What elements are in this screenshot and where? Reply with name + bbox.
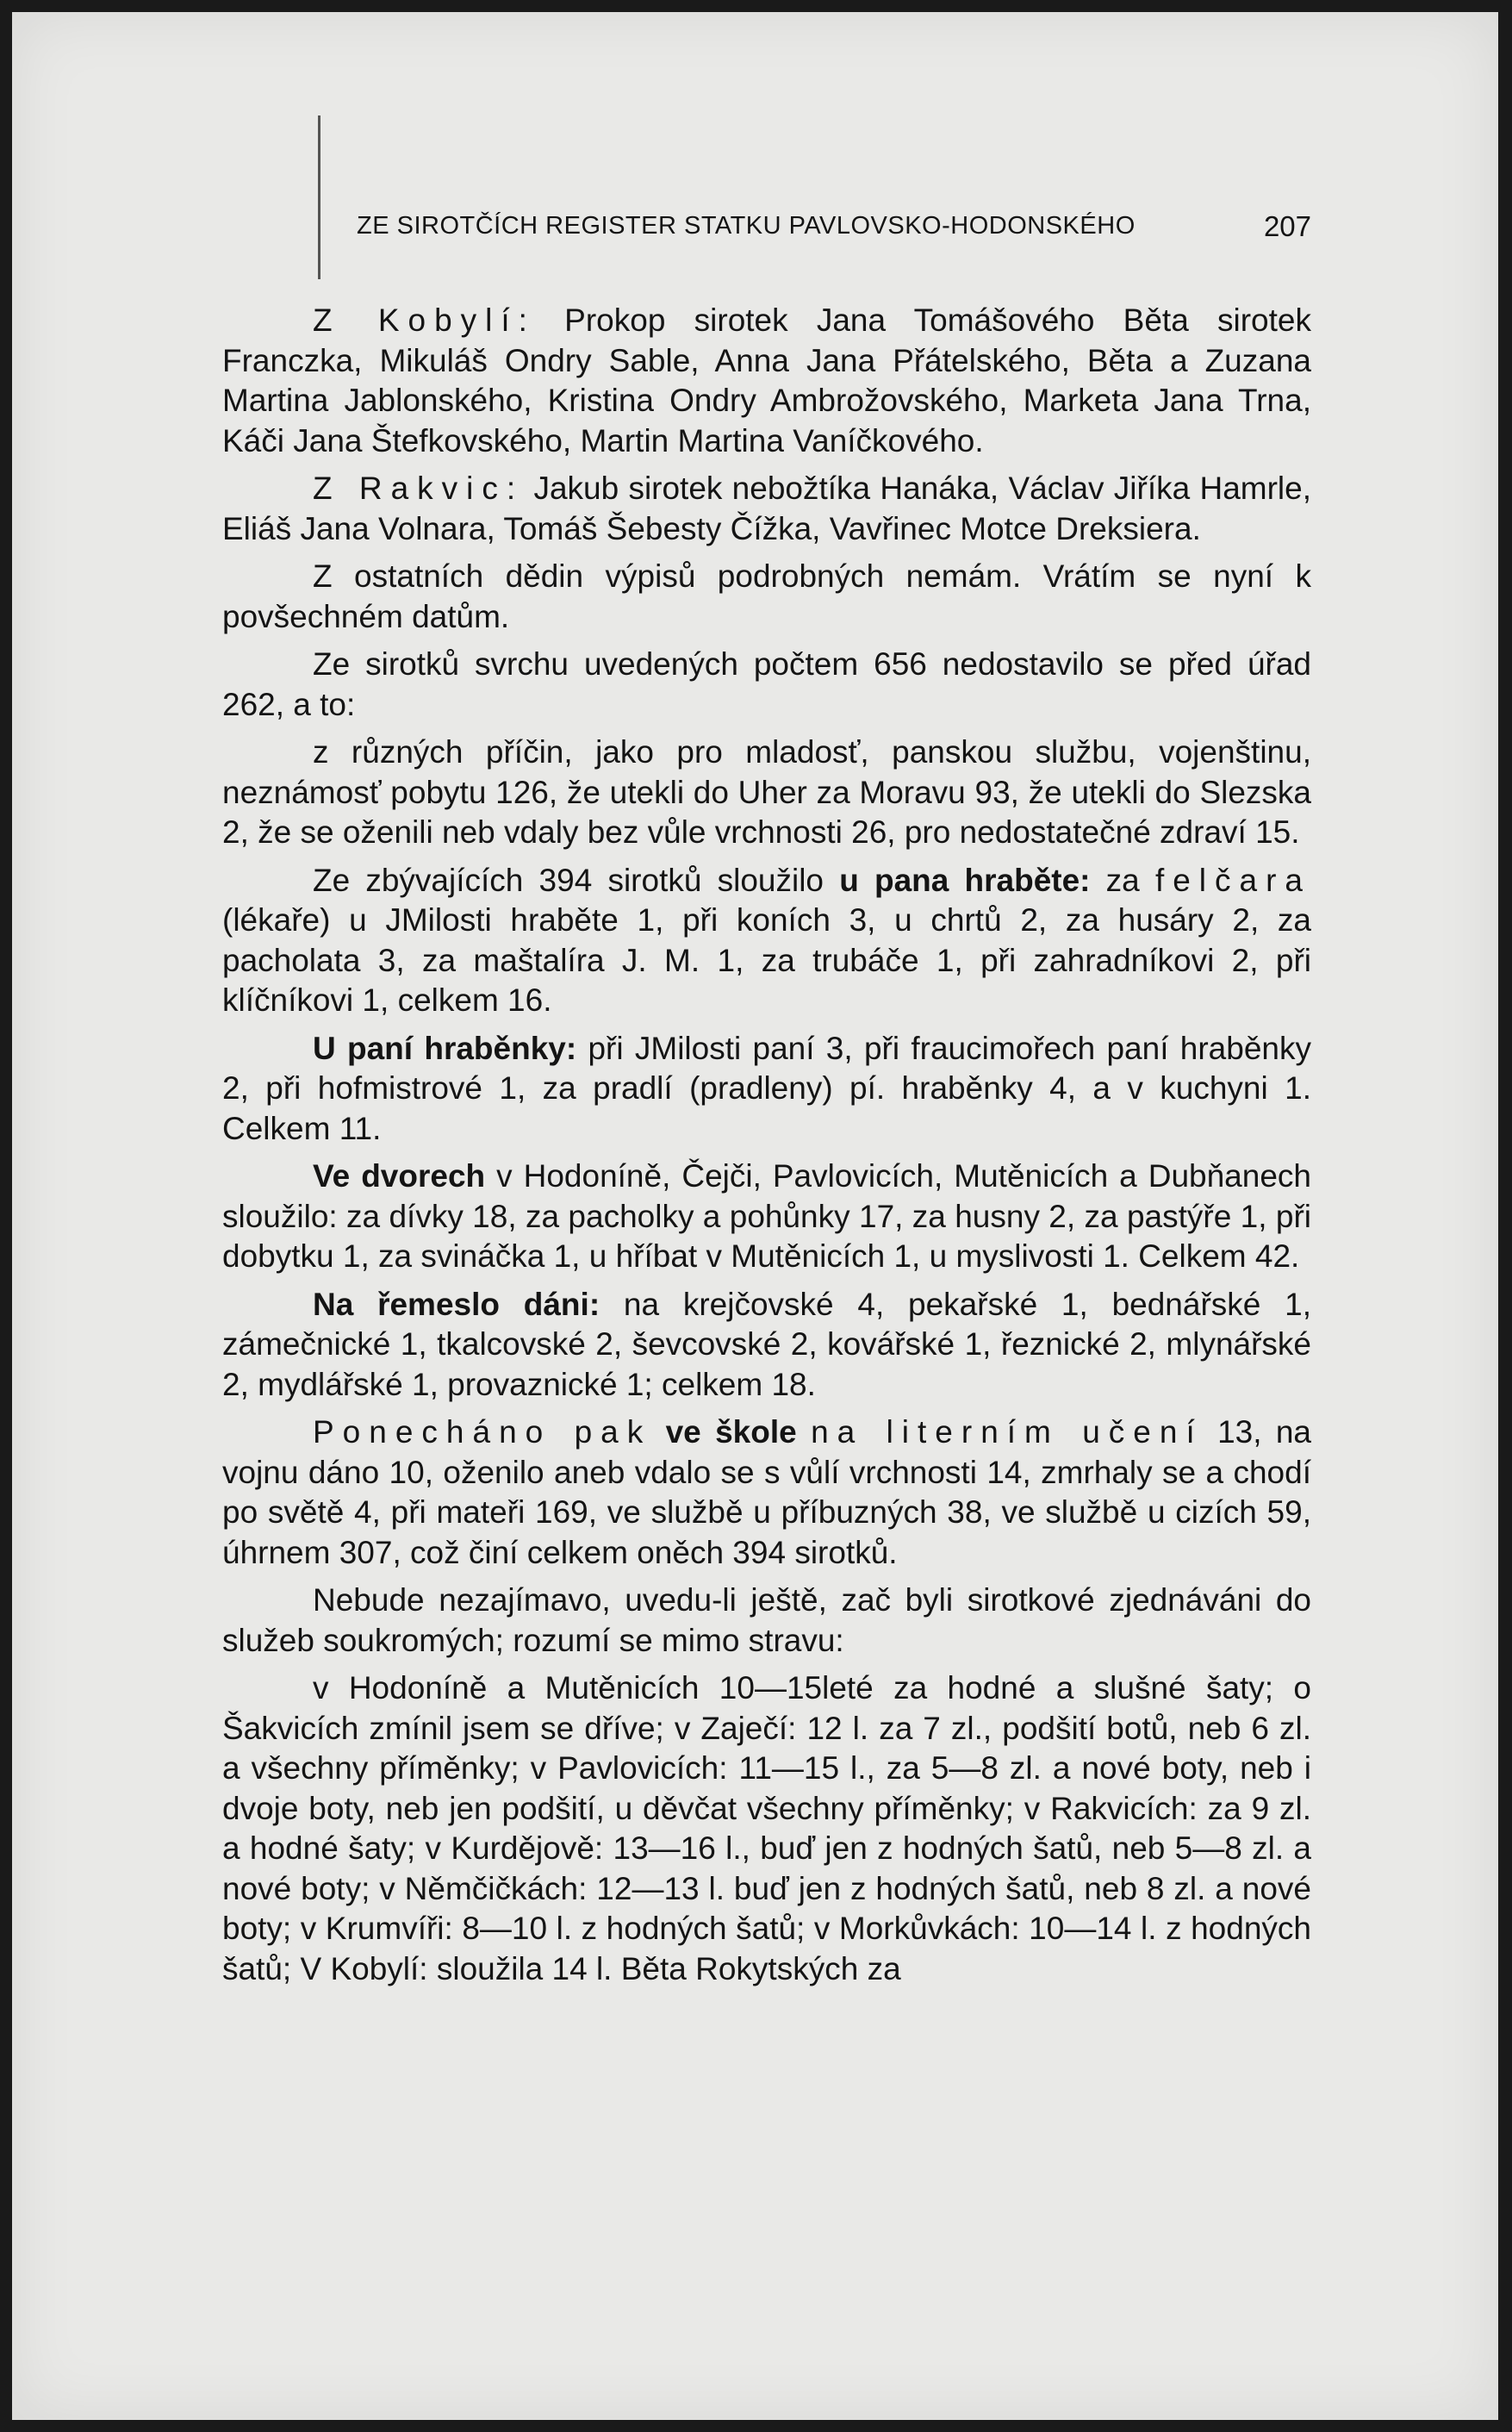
margin-mark xyxy=(318,115,320,279)
paragraph-text: v Hodoníně, Čejči, Pavlovicích, Mutěnicích a Dubňanech sloužilo: za dívky 18, za pacholky a pohůnky 17, za husny 2, za pastýře 1, při dobytku 1, za svináčka 1, u hříbat v Mutěnicích 1, u myslivosti 1. Celkem 42. xyxy=(222,1158,1311,1274)
paragraph-text: při JMilosti paní 3, při fraucimořech paní hraběnky 2, při hofmistrové 1, za pradlí (pradleny) pí. hraběnky 4, a v kuchyni 1. Celkem 11. xyxy=(222,1030,1311,1146)
bold-heading-crafts: Na řemeslo dáni: xyxy=(313,1286,600,1322)
spaced-term-left: Ponecháno pak xyxy=(313,1414,652,1450)
paragraph-wages: v Hodoníně a Mutěnicích 10—15leté za hodné a slušné šaty; o Šakvicích zmínil jsem se dříve; v Zaječí: 12 l. za 7 zl., podšití botů, neb 6 zl. a všechny příměnky; v Pavlovicích: 11—15 l., za 5—8 zl. a nové boty, neb i dvoje boty, neb jen podšití, u děvčat všechny příměnky; v Rakvicích: za 9 zl. a hodné šaty; v Kurdějově: 13—16 l., buď jen z hodných šatů, neb 5—8 zl. a nové boty; v Němčičkách: 12—13 l. buď jen z hodných šatů, neb 8 zl. a nové boty; v Krumvíři: 8—10 l. z hodných šatů; v Morkůvkách: 10—14 l. z hodných šatů; V Kobylí: sloužila 14 l. Běta Rokytských za xyxy=(222,1670,1311,1986)
bold-heading-count: u pana hraběte: xyxy=(839,862,1091,898)
running-header xyxy=(357,212,1311,246)
running-header-title: ZE SIROTČÍCH REGISTER STATKU PAVLOVSKO-HODONSKÉHO xyxy=(357,212,1136,240)
paragraph-text: Prokop sirotek Jana Tomášového Běta sirotek Franczka, Mikuláš Ondry Sable, Anna Jana Přátelského, Běta a Zuzana Martina Jablonského, Kristina Ondry Ambrožovského, Marketa Jana Trna, Káči Jana Štefkovského, Martin Martina Vaníčkového. xyxy=(222,302,1311,458)
paragraph-other-villages: Z ostatních dědin výpisů podrobných nemám. Vrátím se nyní k povšechném datům. xyxy=(222,558,1311,634)
paragraph-private-service: Nebude nezajímavo, uvedu-li ještě, zač byli sirotkové zjednáváni do služeb soukromých; rozumí se mimo stravu: xyxy=(222,1582,1311,1658)
paragraph-crafts xyxy=(222,1285,1311,1406)
paragraph-text: na krejčovské 4, pekařské 1, bednářské 1, zámečnické 1, tkalcovské 2, ševcovské 2, kovářské 1, řeznické 2, mlynářské 2, mydlářské 1, provaznické 1; celkem 18. xyxy=(222,1286,1311,1402)
paragraph-school xyxy=(222,1412,1311,1573)
paragraph-kobyli xyxy=(222,301,1311,461)
paragraph-text: Ze zbývajících 394 sirotků sloužilo xyxy=(313,862,840,898)
bold-heading-countess: U paní hraběnky: xyxy=(313,1030,577,1066)
spaced-term-learning: na literním učení xyxy=(811,1414,1204,1450)
paragraph-rakvice xyxy=(222,469,1311,549)
book-page xyxy=(12,12,1498,2420)
body-text xyxy=(222,301,1311,1989)
bold-heading-farms: Ve dvorech xyxy=(313,1158,486,1194)
paragraph-text: 13, na vojnu dáno 10, oženilo aneb vdalo se s vůlí vrchnosti 14, zmrhaly se a chodí po světě 4, při mateři 169, ve službě u příbuzných 38, ve službě u cizích 59, úhrnem 307, což činí celkem oněch 394 sirotků. xyxy=(222,1414,1312,1570)
paragraph-text: za xyxy=(1090,862,1155,898)
place-heading-rakvice: Z Rakvic: xyxy=(313,471,525,506)
paragraph-farm-service xyxy=(222,1157,1311,1277)
paragraph-text: (lékaře) u JMilosti hraběte 1, při koních 3, u chrtů 2, za husáry 2, za pacholata 3, za maštalíra J. M. 1, za trubáče 1, při zahradníkovi 2, při klíčníkovi 1, celkem 16. xyxy=(222,902,1311,1018)
paragraph-countess-service xyxy=(222,1029,1311,1150)
spaced-term-felcar: felčara xyxy=(1154,862,1311,898)
paragraph-reasons: z různých příčin, jako pro mladosť, panskou službu, vojenštinu, neznámosť pobytu 126, že utekli do Uher za Moravu 93, že utekli do Slezska 2, že se oženili neb vdaly bez vůle vrchnosti 26, pro nedostatečné zdraví 15. xyxy=(222,734,1311,850)
paragraph-count-service xyxy=(222,861,1311,1021)
page-number: 207 xyxy=(1263,210,1311,242)
paragraph-orphan-count: Ze sirotků svrchu uvedených počtem 656 nedostavilo se před úřad 262, a to: xyxy=(222,646,1311,722)
bold-heading-school: ve škole xyxy=(665,1414,797,1450)
paragraph-text: Jakub sirotek nebožtíka Hanáka, Václav Jiříka Hamrle, Eliáš Jana Volnara, Tomáš Šebesty Čížka, Vavřinec Motce Dreksiera. xyxy=(222,471,1311,546)
place-heading-kobyli: Z Kobylí: xyxy=(313,302,536,338)
